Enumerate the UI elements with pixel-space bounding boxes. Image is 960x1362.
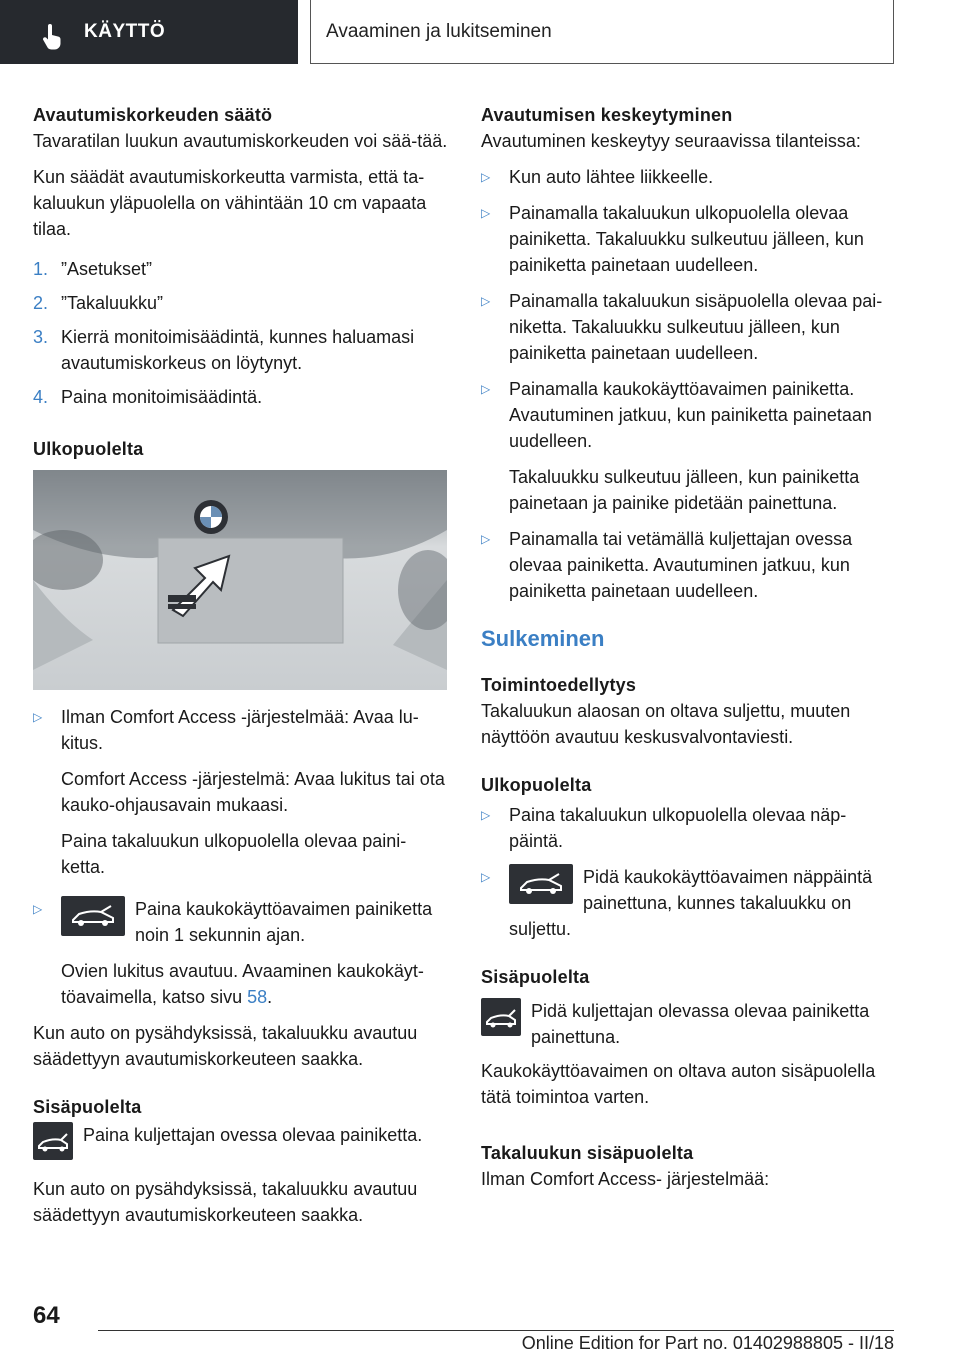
bullet-triangle-icon: ▷ xyxy=(481,808,491,822)
footer-divider xyxy=(98,1330,894,1331)
bullet-triangle-icon: ▷ xyxy=(481,206,491,220)
list-item xyxy=(33,290,449,316)
bullet-text: Paina kaukokäyttöavaimen painiketta noin 1 sekunnin ajan. xyxy=(135,899,433,945)
bullet-subtext: Comfort Access -järjestelmä: Avaa lukitus tai ota kauko-ohjausavain mukaasi. xyxy=(61,769,445,815)
heading-opening-height: Avautumiskorkeuden säätö xyxy=(33,105,273,125)
heading-trunk-inside: Takaluukun sisäpuolelta xyxy=(481,1143,694,1163)
step-text: ”Asetukset” xyxy=(61,259,153,279)
paragraph: Kun auto on pysähdyksissä, takaluukku avautuu säädettyyn avautumiskorkeuteen saakka. xyxy=(33,1179,418,1225)
bullet-subtext: suljettu. xyxy=(509,919,572,939)
bullet-triangle-icon: ▷ xyxy=(481,870,491,884)
step-text: ”Takaluukku” xyxy=(61,293,164,313)
step-text: Kierrä monitoimisäädintä, kunnes haluamasi avautumiskorkeus on löytynyt. xyxy=(61,327,415,373)
bullet-text: Painamalla takaluukun sisäpuolella olevaa pai-niketta. Takaluukku sulkeutuu jälleen, kun painiketta painetaan uudelleen. xyxy=(509,291,883,363)
paragraph: Ilman Comfort Access- järjestelmää: xyxy=(481,1169,770,1189)
trunk-open-button-icon xyxy=(33,1122,73,1160)
list-item xyxy=(481,802,897,854)
list-item xyxy=(33,384,449,410)
header-section-tab xyxy=(0,0,298,64)
list-item xyxy=(481,200,897,278)
bullet-subtext: Takaluukku sulkeutuu jälleen, kun painiketta painetaan ja painike pidetään painettuna. xyxy=(509,467,860,513)
bullet-text: Paina takaluukun ulkopuolella olevaa näp-päintä. xyxy=(509,805,847,851)
paragraph: Kun auto on pysähdyksissä, takaluukku avautuu säädettyyn avautumiskorkeuteen saakka. xyxy=(33,1023,418,1069)
heading-inside: Sisäpuolelta xyxy=(481,967,590,987)
car-trunk-button-icon xyxy=(61,896,125,936)
bullet-text: Kun auto lähtee liikkeelle. xyxy=(509,167,714,187)
heading-prerequisite: Toimintoedellytys xyxy=(481,675,637,695)
step-number: 1. xyxy=(33,259,49,279)
heading-interrupt: Avautumisen keskeytyminen xyxy=(481,105,733,125)
list-item xyxy=(481,288,897,366)
paragraph: Takaluukun alaosan on oltava suljettu, muuten näyttöön avautuu keskusvalvontaviesti. xyxy=(481,701,851,747)
list-item xyxy=(481,376,897,454)
bullet-subtext: Ovien lukitus avautuu. Avaaminen kaukokäyt-töavaimella, katso sivu xyxy=(61,961,424,1007)
paragraph: Avautuminen keskeytyy seuraavissa tilanteissa: xyxy=(481,131,861,151)
heading-outside: Ulkopuolelta xyxy=(481,775,592,795)
step-number: 3. xyxy=(33,327,49,347)
list-item xyxy=(481,164,897,190)
paragraph: Tavaratilan luukun avautumiskorkeuden voi sää-tää. xyxy=(33,131,448,151)
car-trunk-button-icon xyxy=(509,864,573,904)
step-number: 4. xyxy=(33,387,49,407)
heading-closing: Sulkeminen xyxy=(481,626,605,651)
inside-text: Paina kuljettajan ovessa olevaa painiketta. xyxy=(83,1125,423,1145)
page-number: 64 xyxy=(33,1302,60,1329)
right-column xyxy=(481,102,897,1202)
page-link[interactable]: 58 xyxy=(247,987,268,1007)
bullet-text: Painamalla takaluukun ulkopuolella olevaa painiketta. Takaluukku sulkeutuu jälleen, kun painiketta painetaan uudelleen. xyxy=(509,203,864,275)
bullet-triangle-icon: ▷ xyxy=(481,170,491,184)
list-item xyxy=(481,864,897,916)
bullet-triangle-icon: ▷ xyxy=(33,902,43,916)
section-label: KÄYTTÖ xyxy=(84,21,166,42)
steps-list xyxy=(33,256,449,410)
bullet-triangle-icon: ▷ xyxy=(33,710,43,724)
bullet-triangle-icon: ▷ xyxy=(481,382,491,396)
paragraph: Kun säädät avautumiskorkeutta varmista, että ta-kaluukun yläpuolella on vähintään 10 cm vapaata tilaa. xyxy=(33,167,427,239)
step-text: Paina monitoimisäädintä. xyxy=(61,387,263,407)
bullet-text: Painamalla tai vetämällä kuljettajan ovessa olevaa painiketta. Avautuminen jatkuu, kun painiketta painetaan uudelleen. xyxy=(509,529,853,601)
bullet-text: Painamalla kaukokäyttöavaimen painiketta. Avautuminen jatkuu, kun painiketta painetaan uudelleen. xyxy=(509,379,872,451)
list-item xyxy=(481,526,897,604)
list-item xyxy=(33,896,449,948)
heading-inside: Sisäpuolelta xyxy=(33,1097,142,1117)
left-column: Avautumiskorkeuden säätö Tavaratilan luukun avautumiskorkeuden voi sää-tää. Kun säädät avautumiskorkeutta varmista, että ta-kaluukun yläpuolella on vähintään 10 cm vapaata tilaa. 1. ”Asetukset” 2. ”Takaluukku” 3. Kierrä monitoimisäädintä, kunnes haluamasi avautumiskorkeus on löytynyt. 4. Paina monitoimisäädintä. Ulkopuolelta ▷ Ilman Comfort Access -järjestelmää: Avaa lu-kitus. Comfort Access -järjestelmä: Avaa lukitus tai ota kauko-ohjausavain mukaasi. Paina takaluukun ulkopuolella olevaa paini-ketta. ▷ Paina kaukokäyttöavaimen painiketta noin 1 sekunnin ajan. Ovien lukitus avautuu. Avaaminen kaukokäyt-töavaimella, katso sivu 58. Kun auto on pysähdyksissä, takaluukku avautuu säädettyyn avautumiskorkeuteen saakka. Sisäpuolelta Paina kuljettajan ovessa olevaa painiketta. Kun auto on pysähdyksissä, takaluukku avautuu säädettyyn avautumiskorkeuteen saakka. xyxy=(33,102,449,1238)
list-item xyxy=(33,256,449,282)
bullet-text: Pidä kaukokäyttöavaimen näppäintä painettuna, kunnes takaluukku on xyxy=(583,867,873,913)
trunk-lid-photo xyxy=(33,470,447,690)
trunk-open-button-icon xyxy=(481,998,521,1036)
inside-text: Pidä kuljettajan olevassa olevaa painiketta painettuna. xyxy=(531,1001,870,1047)
footer-edition: Online Edition for Part no. 01402988805 - II/18 xyxy=(521,1333,894,1353)
paragraph: Kaukokäyttöavaimen on oltava auton sisäpuolella tätä toimintoa varten. xyxy=(481,1061,876,1107)
heading-outside: Ulkopuolelta xyxy=(33,439,144,459)
bullet-triangle-icon: ▷ xyxy=(481,532,491,546)
page-title: Avaaminen ja lukitseminen xyxy=(326,21,552,42)
bullet-text: Ilman Comfort Access -järjestelmää: Avaa lu-kitus. xyxy=(61,707,419,753)
bullet-subtext: Paina takaluukun ulkopuolella olevaa paini-ketta. xyxy=(61,831,407,877)
step-number: 2. xyxy=(33,293,49,313)
bullet-triangle-icon: ▷ xyxy=(481,294,491,308)
header-divider xyxy=(310,0,311,64)
list-item xyxy=(33,704,449,756)
list-item xyxy=(33,324,449,376)
hand-icon xyxy=(42,24,64,50)
